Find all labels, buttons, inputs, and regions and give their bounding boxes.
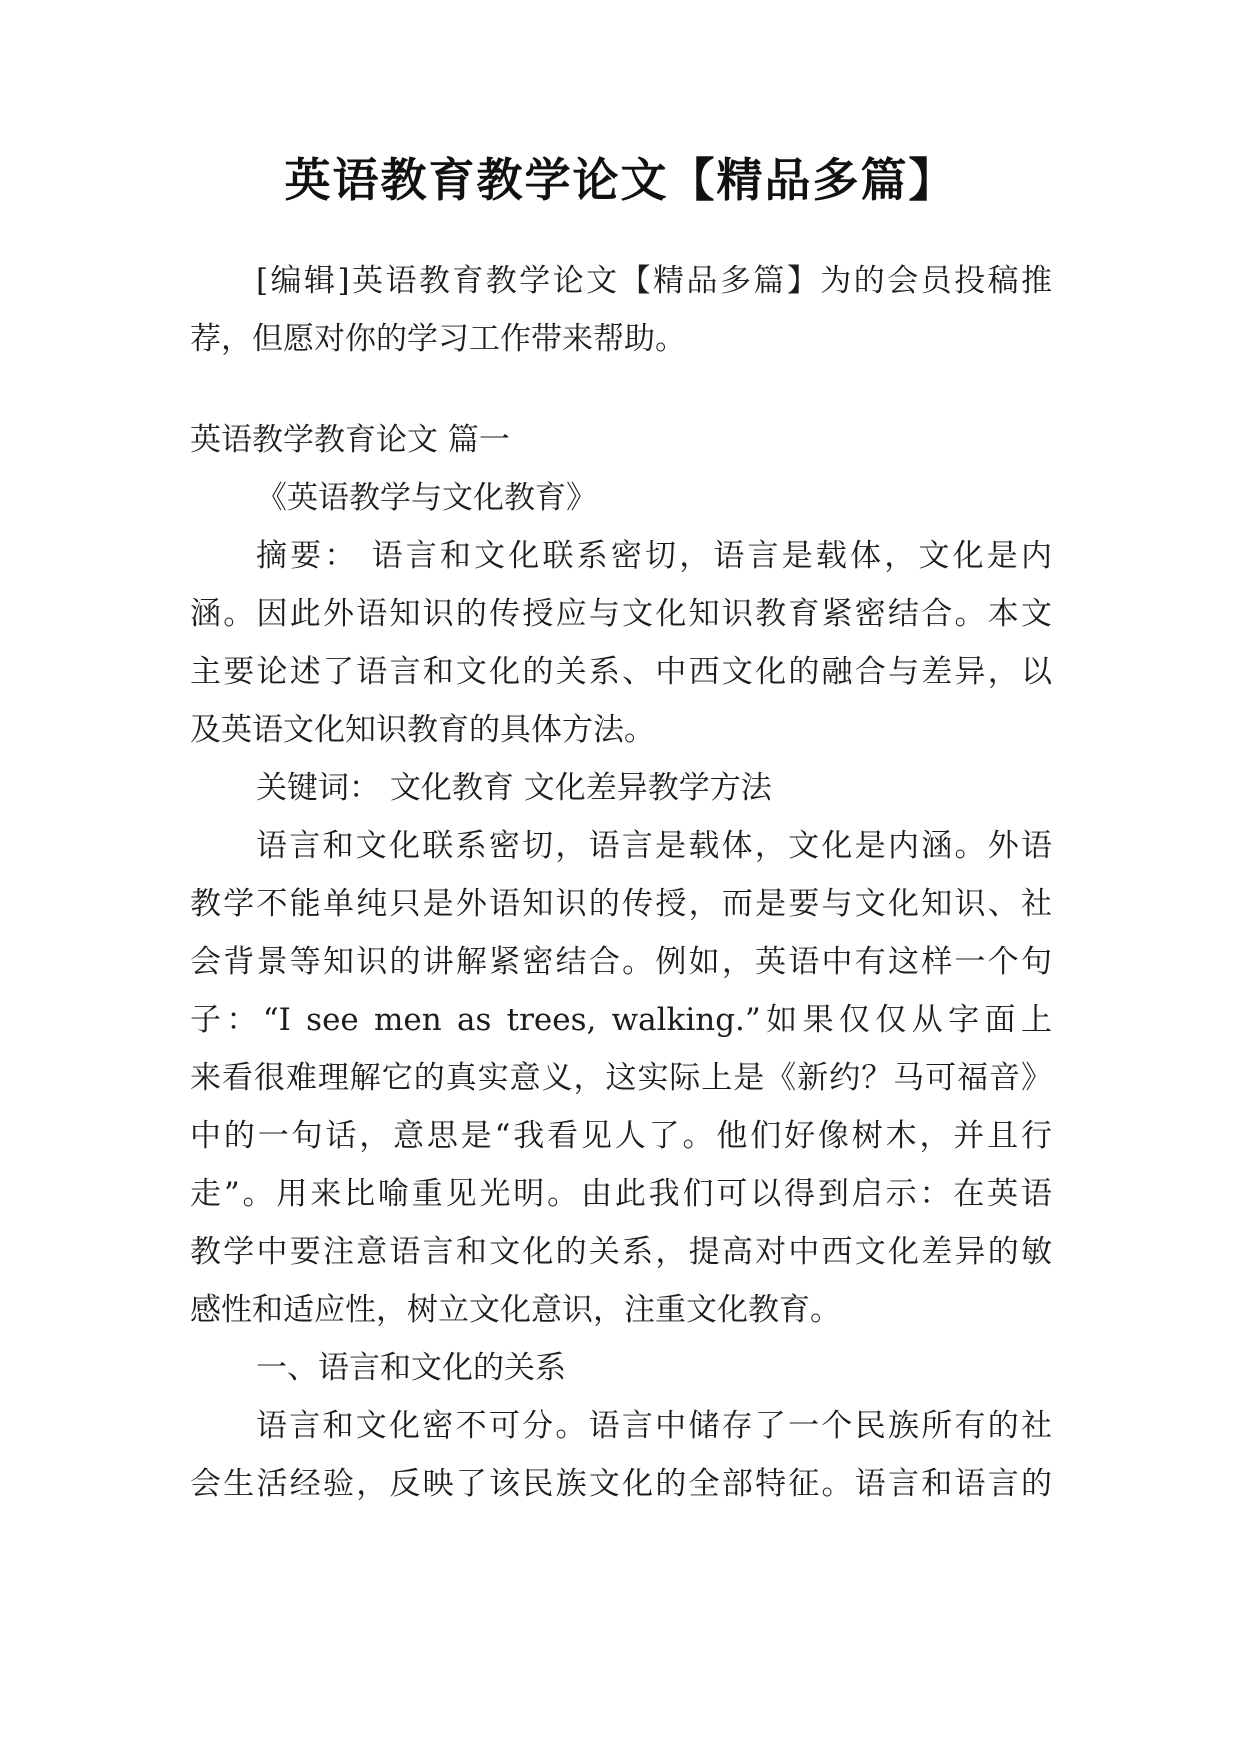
article-title-text: 《英语教学与文化教育》 (256, 480, 597, 516)
section-heading-text: 英语教学教育论文 篇一 (190, 422, 510, 458)
document-title: 英语教育教学论文【精品多篇】 (284, 153, 957, 207)
abstract-line: 摘要： 语言和文化联系密切，语言是载体，文化是内 (256, 538, 1052, 574)
body-paragraph (190, 817, 1052, 1339)
intro-line: 荐，但愿对你的学习工作带来帮助。 (190, 321, 686, 357)
article-title (190, 469, 1052, 527)
abstract-line: 及英语文化知识教育的具体方法。 (190, 712, 655, 748)
paragraph-line: 会背景等知识的讲解紧密结合。例如，英语中有这样一个句 (190, 944, 1052, 980)
abstract-paragraph (190, 527, 1052, 759)
keywords-line (190, 759, 1052, 817)
abstract-line: 主要论述了语言和文化的关系、中西文化的融合与差异，以 (190, 654, 1052, 690)
paragraph-line: 子：“I see men as trees, walking.”如果仅仅从字面上 (190, 1002, 1052, 1038)
intro-line: [编辑]英语教育教学论文【精品多篇】为的会员投稿推 (256, 263, 1052, 299)
subheading-text: 一、语言和文化的关系 (256, 1350, 566, 1386)
body-paragraph (190, 1397, 1052, 1513)
subheading (190, 1339, 1052, 1397)
paragraph-line: 感性和适应性，树立文化意识，注重文化教育。 (190, 1292, 841, 1328)
paragraph-line: 中的一句话，意思是“我看见人了。他们好像树木，并且行 (190, 1118, 1052, 1154)
paragraph-line: 教学不能单纯只是外语知识的传授，而是要与文化知识、社 (190, 886, 1052, 922)
paragraph-line: 会生活经验，反映了该民族文化的全部特征。语言和语言的 (190, 1466, 1052, 1502)
paragraph-line: 语言和文化密不可分。语言中储存了一个民族所有的社 (256, 1408, 1052, 1444)
section-heading (190, 411, 1052, 469)
paragraph-line: 语言和文化联系密切，语言是载体，文化是内涵。外语 (256, 828, 1052, 864)
keywords-text: 关键词： 文化教育 文化差异教学方法 (256, 770, 772, 806)
abstract-line: 涵。因此外语知识的传授应与文化知识教育紧密结合。本文 (190, 596, 1052, 632)
paragraph-line: 来看很难理解它的真实意义，这实际上是《新约？马可福音》 (190, 1060, 1052, 1096)
paragraph-line: 走”。用来比喻重见光明。由此我们可以得到启示：在英语 (190, 1176, 1052, 1212)
intro-paragraph (190, 252, 1052, 368)
paragraph-line: 教学中要注意语言和文化的关系，提高对中西文化差异的敏 (190, 1234, 1052, 1270)
